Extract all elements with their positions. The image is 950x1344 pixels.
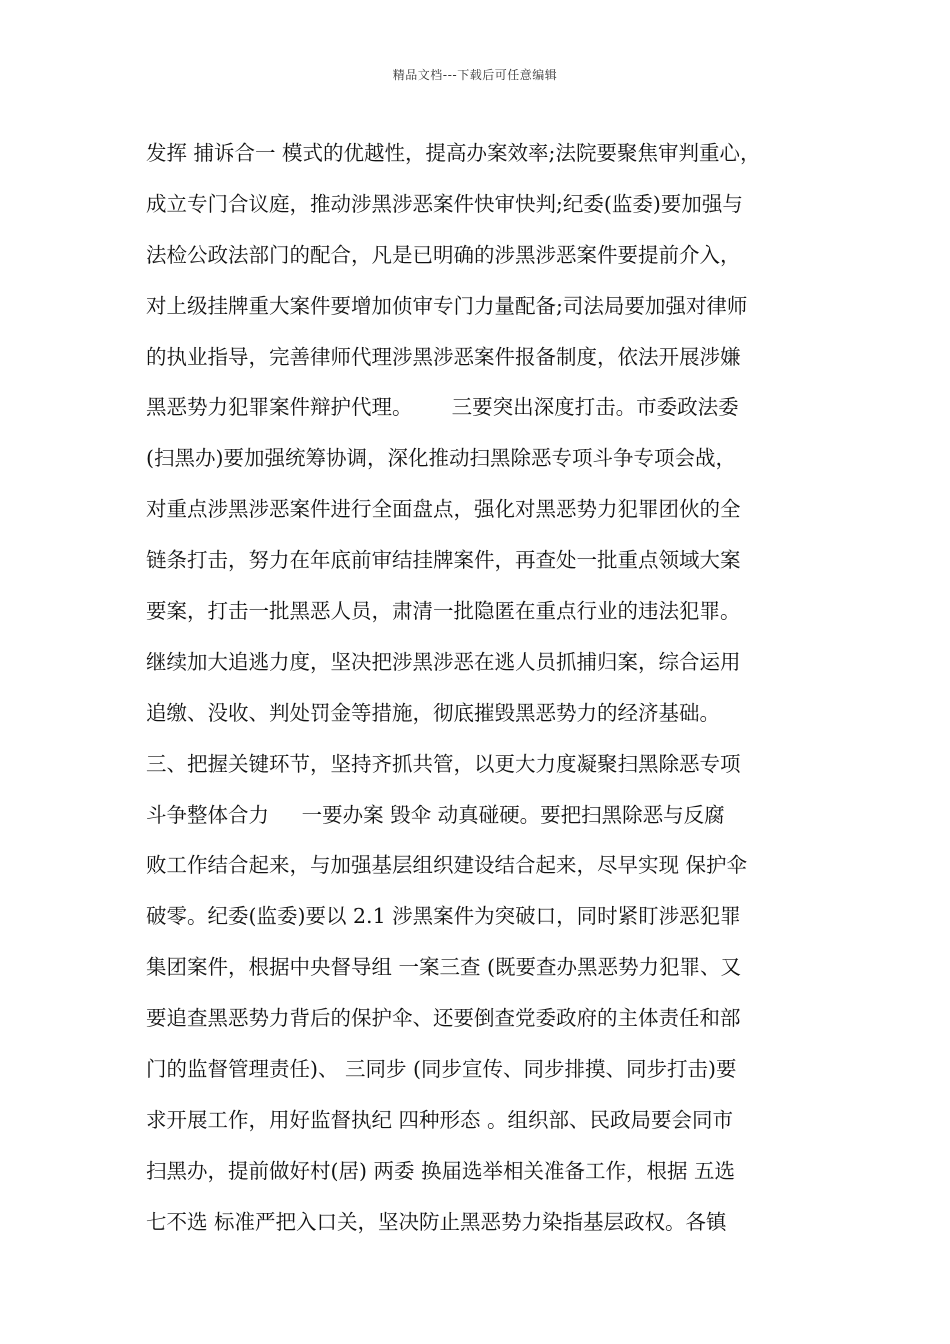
text-line: 对上级挂牌重大案件要增加侦审专门力量配备;司法局要加强对律师: [146, 293, 748, 318]
text-line: 链条打击，努力在年底前审结挂牌案件，再查处一批重点领域大案: [146, 548, 741, 573]
text-line: 追缴、没收、判处罚金等措施，彻底摧毁黑恶势力的经济基础。: [146, 700, 720, 725]
text-line: 扫黑办，提前做好村(居) 两委 换届选举相关准备工作，根据 五选: [146, 1158, 736, 1183]
text-line: 黑恶势力犯罪案件辩护代理。 三要突出深度打击。市委政法委: [146, 395, 739, 420]
text-line: 集团案件，根据中央督导组 一案三查 (既要查办黑恶势力犯罪、又: [146, 955, 742, 980]
text-line: 对重点涉黑涉恶案件进行全面盘点，强化对黑恶势力犯罪团伙的全: [146, 497, 741, 522]
text-line: 的执业指导，完善律师代理涉黑涉恶案件报备制度，依法开展涉嫌: [146, 344, 741, 369]
text-line: 发挥 捕诉合一 模式的优越性，提高办案效率;法院要聚焦审判重心，: [146, 141, 761, 165]
text-line: 法检公政法部门的配合，凡是已明确的涉黑涉恶案件要提前介入，: [146, 242, 741, 267]
text-line: 继续加大追逃力度，坚决把涉黑涉恶在逃人员抓捕归案，综合运用: [146, 649, 741, 674]
text-line: 七不选 标准严把入口关，坚决防止黑恶势力染指基层政权。各镇: [146, 1209, 727, 1234]
text-line: 要追查黑恶势力背后的保护伞、还要倒查党委政府的主体责任和部: [146, 1006, 741, 1031]
text-line: 破零。纪委(监委)要以 2.1 涉黑案件为突破口，同时紧盯涉恶犯罪: [146, 904, 741, 929]
page-header: 精品文档---下载后可任意编辑: [392, 68, 558, 82]
text-line: 成立专门合议庭，推动涉黑涉恶案件快审快判;纪委(监委)要加强与: [146, 191, 743, 216]
text-line: 门的监督管理责任)、 三同步 (同步宣传、同步排摸、同步打击)要: [146, 1057, 737, 1082]
text-line: 败工作结合起来，与加强基层组织建设结合起来，尽早实现 保护伞: [146, 853, 748, 878]
text-line: 求开展工作，用好监督执纪 四种形态 。组织部、民政局要会同市: [146, 1107, 734, 1132]
text-line: 要案，打击一批黑恶人员，肃清一批隐匿在重点行业的违法犯罪。: [146, 599, 741, 624]
text-line: (扫黑办)要加强统筹协调，深化推动扫黑除恶专项斗争专项会战，: [146, 446, 736, 471]
document-body: [146, 128, 826, 1248]
text-line: 斗争整体合力 一要办案 毁伞 动真碰硬。要把扫黑除恶与反腐: [146, 802, 725, 827]
text-line: 三、把握关键环节，坚持齐抓共管，以更大力度凝聚扫黑除恶专项: [146, 751, 741, 776]
